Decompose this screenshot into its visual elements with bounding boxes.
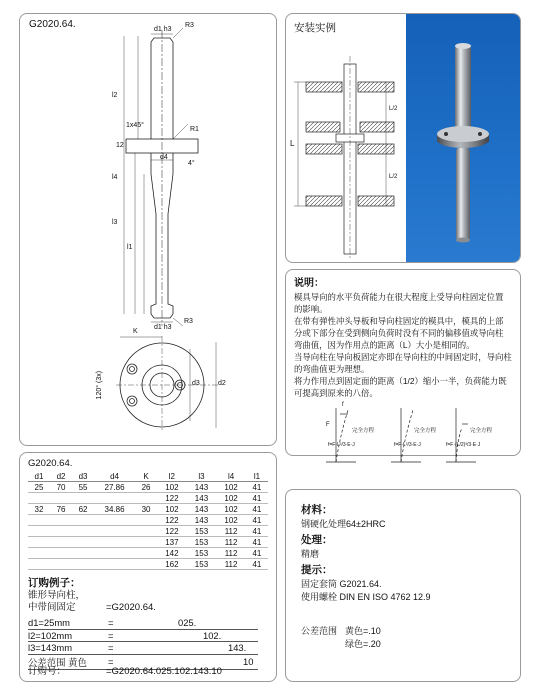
table-cell: 41 bbox=[246, 559, 268, 570]
table-cell: 143 bbox=[187, 515, 217, 526]
treatment-value: 精磨 bbox=[301, 549, 320, 559]
table-cell bbox=[135, 493, 157, 504]
table-row bbox=[28, 526, 268, 537]
dim-d4: d4 bbox=[160, 154, 168, 161]
table-cell: 41 bbox=[246, 482, 268, 493]
table-cell: 76 bbox=[50, 504, 72, 515]
mode-label-a: 完全方程 bbox=[352, 428, 375, 434]
description-title: 说明： bbox=[294, 278, 324, 289]
order-eq: = bbox=[108, 656, 114, 667]
table-cell: 70 bbox=[50, 482, 72, 493]
description-line: 的影响。 bbox=[294, 304, 328, 314]
table-cell: 62 bbox=[72, 504, 94, 515]
install-l-label: L bbox=[290, 139, 295, 148]
table-cell bbox=[28, 559, 50, 570]
table-cell: 102 bbox=[216, 482, 246, 493]
install-l-top: L/2 bbox=[389, 106, 398, 112]
hint-title: 提示： bbox=[301, 564, 333, 576]
table-cell bbox=[28, 548, 50, 559]
dim-angle: 4° bbox=[188, 160, 195, 167]
dim-d3: d3 bbox=[192, 380, 200, 387]
table-cell bbox=[50, 548, 72, 559]
table-row bbox=[28, 537, 268, 548]
tolerance-yellow: 黄色=.10 bbox=[345, 626, 381, 636]
order-eq: = bbox=[108, 642, 114, 654]
table-cell: 143 bbox=[187, 493, 217, 504]
order-eq: = bbox=[108, 629, 114, 641]
order-value: 025. bbox=[178, 617, 197, 629]
table-cell bbox=[135, 537, 157, 548]
order-row bbox=[28, 629, 258, 642]
dim-d2: d2 bbox=[218, 380, 226, 387]
install-panel bbox=[285, 13, 521, 263]
table-cell bbox=[72, 493, 94, 504]
table-cell bbox=[94, 493, 135, 504]
table-cell: 122 bbox=[157, 515, 187, 526]
table-cell: 143 bbox=[187, 504, 217, 515]
table-cell: 55 bbox=[72, 482, 94, 493]
technical-drawing bbox=[20, 14, 278, 447]
spec-header-l1: l1 bbox=[246, 471, 268, 482]
dim-r1: R1 bbox=[190, 126, 199, 133]
install-title: 安装实例 bbox=[294, 22, 336, 34]
order-title: 订购例子： bbox=[28, 577, 81, 589]
drawing-code: G2020.64. bbox=[29, 19, 76, 30]
table-cell bbox=[72, 537, 94, 548]
deflection-label-a: f bbox=[342, 402, 344, 408]
spec-header-l3: l3 bbox=[187, 471, 217, 482]
description-line: 可提高到原来的八倍。 bbox=[294, 388, 378, 398]
dim-chamfer: 1x45° bbox=[126, 122, 144, 129]
description-line: 在带有弹性冲头导板和导向柱固定的模具中，模具的上部 bbox=[294, 316, 504, 326]
table-row bbox=[28, 515, 268, 526]
material-value: 钢硬化处理64±2HRC bbox=[301, 519, 386, 529]
table-cell: 34.86 bbox=[94, 504, 135, 515]
table-cell: 122 bbox=[157, 526, 187, 537]
table-cell bbox=[28, 493, 50, 504]
table-cell bbox=[94, 559, 135, 570]
order-table bbox=[28, 617, 258, 670]
install-drawing bbox=[286, 34, 406, 263]
order-desc1: 锥形导向柱， bbox=[28, 590, 86, 601]
table-cell: 122 bbox=[157, 493, 187, 504]
order-row bbox=[28, 617, 258, 629]
table-cell: 102 bbox=[157, 482, 187, 493]
product-photo bbox=[406, 14, 521, 263]
spec-header-d2: d2 bbox=[50, 471, 72, 482]
table-cell bbox=[94, 526, 135, 537]
table-cell: 143 bbox=[187, 482, 217, 493]
spec-header-k: K bbox=[135, 471, 157, 482]
formula-a: f=F·L³/3·E·J bbox=[328, 442, 355, 448]
formula-b: f=F·L³/3·E·J bbox=[394, 442, 421, 448]
deflection-diagram bbox=[286, 400, 522, 470]
order-eq: = bbox=[108, 617, 114, 629]
table-cell bbox=[135, 526, 157, 537]
dim-r3-top: R3 bbox=[185, 22, 194, 29]
table-row bbox=[28, 548, 268, 559]
dim-12: 12 bbox=[116, 142, 124, 149]
description-panel bbox=[285, 269, 521, 456]
table-cell: 112 bbox=[216, 526, 246, 537]
table-cell: 142 bbox=[157, 548, 187, 559]
formula-c: f=F·(L/2)³/3·E·J bbox=[446, 442, 481, 448]
hint-sleeve: 固定套筒 G2021.64. bbox=[301, 579, 382, 589]
table-cell bbox=[50, 526, 72, 537]
drawing-panel bbox=[19, 13, 277, 446]
table-cell: 162 bbox=[157, 559, 187, 570]
spec-header-l4: l4 bbox=[216, 471, 246, 482]
table-cell bbox=[50, 559, 72, 570]
table-cell: 41 bbox=[246, 504, 268, 515]
table-cell: 27.86 bbox=[94, 482, 135, 493]
table-cell bbox=[28, 526, 50, 537]
description-line: 将力作用点到固定面的距离（1/2）缩小一半，负荷能力既 bbox=[294, 376, 507, 386]
table-cell: 25 bbox=[28, 482, 50, 493]
order-key: 公差范围 黄色 bbox=[28, 656, 87, 668]
dim-l4: l4 bbox=[112, 174, 118, 181]
table-cell: 153 bbox=[187, 537, 217, 548]
order-key: d1=25mm bbox=[28, 617, 70, 629]
order-value: 10 bbox=[243, 656, 254, 667]
spec-header-l2: l2 bbox=[157, 471, 187, 482]
description-line: 当导向柱在导向板固定亦即在导向柱的中间固定时，导向柱 bbox=[294, 352, 512, 362]
table-cell bbox=[50, 515, 72, 526]
tolerance-green: 绿色=.20 bbox=[345, 639, 381, 649]
table-cell bbox=[72, 526, 94, 537]
table-cell bbox=[72, 559, 94, 570]
table-cell bbox=[135, 559, 157, 570]
order-desc2: 中带间固定 bbox=[28, 602, 76, 613]
mode-label-c: 完全方程 bbox=[470, 428, 493, 434]
table-row bbox=[28, 482, 268, 493]
table-cell: 41 bbox=[246, 493, 268, 504]
install-l-bottom: L/2 bbox=[389, 174, 398, 180]
tolerance-label: 公差范围 bbox=[301, 626, 338, 636]
spec-header-row bbox=[28, 471, 268, 482]
table-cell: 30 bbox=[135, 504, 157, 515]
dim-angle120: 120° (3x) bbox=[96, 370, 104, 400]
description-line: 模具导向的水平负荷能力在很大程度上受导向柱固定位置 bbox=[294, 292, 504, 302]
hint-bolt: 使用螺栓 DIN EN ISO 4762 12.9 bbox=[301, 592, 431, 602]
table-cell: 137 bbox=[157, 537, 187, 548]
mode-label-b: 完全方程 bbox=[414, 428, 437, 434]
order-value: 143. bbox=[228, 642, 247, 654]
spec-code: G2020.64. bbox=[28, 458, 73, 469]
order-value: 102. bbox=[203, 629, 222, 641]
table-cell bbox=[28, 515, 50, 526]
spec-header-d3: d3 bbox=[72, 471, 94, 482]
spec-panel bbox=[19, 452, 277, 682]
guide-pillar-icon bbox=[406, 14, 521, 263]
table-cell bbox=[72, 548, 94, 559]
material-panel bbox=[285, 489, 521, 682]
dim-l1: l1 bbox=[127, 244, 133, 251]
table-cell: 102 bbox=[216, 504, 246, 515]
description-line: 弯曲值，因为作用点的距离（L）大小是相同的。 bbox=[294, 340, 475, 350]
order-number-value: =G2020.64.025.102.143.10 bbox=[106, 666, 222, 677]
table-cell bbox=[94, 537, 135, 548]
table-cell: 153 bbox=[187, 526, 217, 537]
dim-k: K bbox=[133, 328, 138, 335]
table-cell bbox=[72, 515, 94, 526]
material-title: 材料： bbox=[301, 504, 333, 516]
table-cell: 102 bbox=[157, 504, 187, 515]
table-cell bbox=[94, 548, 135, 559]
table-cell bbox=[50, 493, 72, 504]
table-row bbox=[28, 559, 268, 570]
order-number-label: 订购号： bbox=[28, 666, 67, 677]
order-desc2-value: =G2020.64. bbox=[106, 602, 156, 613]
spec-header-d1: d1 bbox=[28, 471, 50, 482]
table-row bbox=[28, 493, 268, 504]
description-line: 的弯曲值更为理想。 bbox=[294, 364, 370, 374]
table-row bbox=[28, 504, 268, 515]
table-cell: 102 bbox=[216, 493, 246, 504]
order-key: l2=102mm bbox=[28, 629, 73, 641]
table-cell: 41 bbox=[246, 548, 268, 559]
table-cell bbox=[28, 537, 50, 548]
spec-table bbox=[28, 471, 268, 570]
table-cell: 41 bbox=[246, 537, 268, 548]
dim-l3: l3 bbox=[112, 219, 118, 226]
treatment-title: 处理： bbox=[301, 534, 333, 546]
table-cell bbox=[135, 548, 157, 559]
description-line: 分或下部分在受到侧向负荷时没有不同的偏移值或导向柱 bbox=[294, 328, 504, 338]
dim-r3-bottom: R3 bbox=[184, 318, 193, 325]
dim-d1-bottom: d1 h3 bbox=[154, 324, 172, 331]
table-cell: 112 bbox=[216, 537, 246, 548]
table-cell: 26 bbox=[135, 482, 157, 493]
table-cell bbox=[50, 537, 72, 548]
table-cell: 153 bbox=[187, 548, 217, 559]
table-cell bbox=[94, 515, 135, 526]
dim-l2: l2 bbox=[112, 92, 118, 99]
dim-d1-top: d1 h3 bbox=[154, 26, 172, 33]
force-label-a: F bbox=[326, 422, 330, 428]
table-cell: 41 bbox=[246, 515, 268, 526]
table-cell: 41 bbox=[246, 526, 268, 537]
table-cell: 112 bbox=[216, 548, 246, 559]
spec-header-d4: d4 bbox=[94, 471, 135, 482]
table-cell: 102 bbox=[216, 515, 246, 526]
table-cell: 153 bbox=[187, 559, 217, 570]
table-cell bbox=[135, 515, 157, 526]
order-row bbox=[28, 642, 258, 655]
description-text bbox=[294, 291, 520, 399]
order-key: l3=143mm bbox=[28, 642, 73, 654]
table-cell: 32 bbox=[28, 504, 50, 515]
table-cell: 112 bbox=[216, 559, 246, 570]
